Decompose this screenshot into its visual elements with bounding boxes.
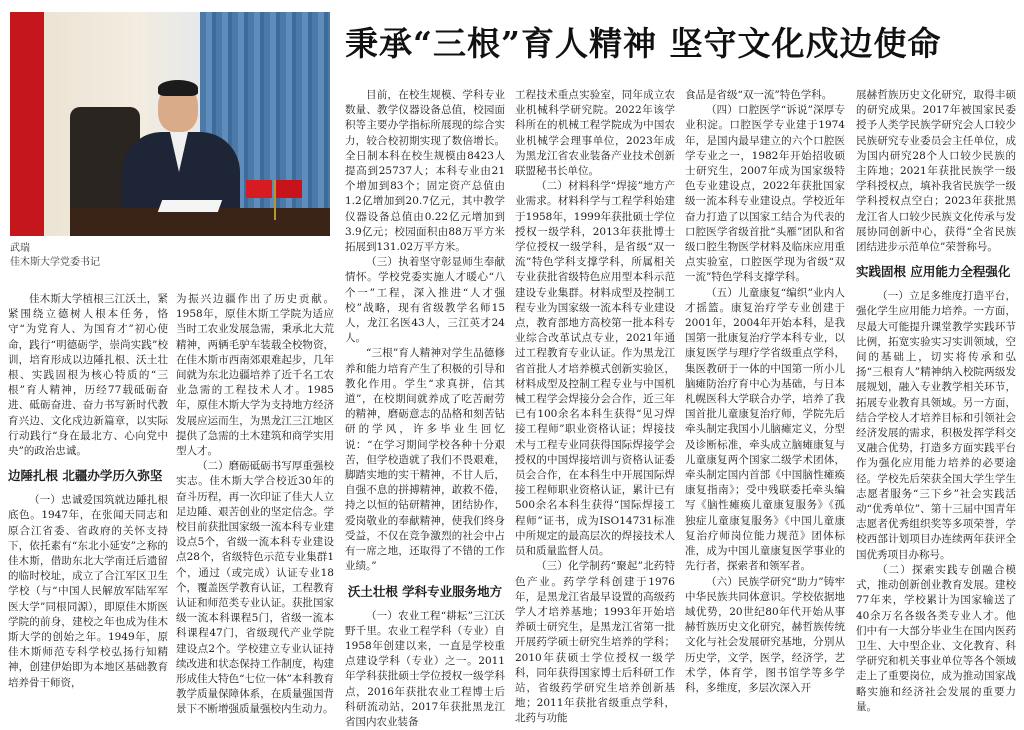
photo-national-flag (246, 180, 272, 198)
paragraph: 为振兴边疆作出了历史贡献。1958年，原佳木斯工学院为适应当时工农业发展急需，秉承北大荒精神，两辆毛驴车装载全校物资，在佳木斯市西南郊艰难起步，几年间就为东北边疆培养了近千名工农业急需的工程技术人才。1985年，原佳木斯大学为支持地方经济发展应运而生，为黑龙江三江地区提供了急需的土木建筑和商学实用型人才。 (176, 292, 334, 459)
paragraph: 目前，在校生规模、学科专业数量、教学仪器设备总值，校园面积等主要办学指标所展现的综合实力，较合校初期实现了数倍增长。全日制本科在校生规模由8423人提高到25737人；本科专业由21个增加到83个；固定资产总值由1.2亿增加到20.7亿元，其中教学仪器设备总值由0.22亿元增加到3.9亿元；校园面积由88万平方米拓展到131.02万平方米。 (345, 88, 505, 255)
section-heading: 沃土壮根 学科专业服务地方 (345, 583, 505, 601)
column-4 (515, 88, 675, 727)
column-2 (176, 292, 334, 718)
paragraph: “三根”育人精神对学生品德修养和能力培育产生了积极的引导和教化作用。学生“求真拼，信其道”，在校期间就养成了吃苦耐劳的精神，磨砺意志的品格和刻苦钻研的学风，许多毕业生回忆说：“在学习期间学校各种十分艰苦，但学校造就了我们不畏艰难，脚踏实地的实干精神，不甘人后，自强不息的拼搏精神，敢救不倦，持之以恒的钻研精神，团结协作，爱岗敬业的奉献精神，使我们终身受益，不仅在竞争激烈的社会中占有一席之地，还取得了不错的工作业绩。” (345, 346, 505, 574)
paragraph: （五）儿童康复“编织”业内人才摇篮。康复治疗学专业创建于2001年，2004年开始本科，是我国第一批康复治疗学本科专业，以康复医学与理疗学省级重点学科，集医教研于一体的中国第一所小儿脑瘫防治疗育中心为基础，与日本札幌医科大学联合办学，培养了我国首批儿童康复治疗师，学院先后牵头制定我国小儿脑瘫定义，分型及诊断标准，牵头成立脑瘫康复与儿童康复两个国家二级学术团体，牵头制定国内首部《中国脑性瘫痪康复指南》；受中残联委托牵头编写《脑性瘫痪儿童康复服务》《孤独症儿童康复服务》《中国儿童康复治疗师岗位能力规范》团体标准，成为中国儿童康复医学事业的先行者，探索者和领军者。 (685, 286, 845, 575)
photo-party-flag (276, 180, 302, 198)
column-3 (345, 88, 505, 730)
caption-role: 佳木斯大学党委书记 (10, 256, 100, 270)
caption-name: 武瑞 (10, 242, 100, 256)
paragraph: （一）忠诚爱国筑就边陲扎根底色。1947年，在张闻天同志和原合江省委、省政府的关怀支持下，依托素有“东北小延安”之称的佳木斯，借助东北大学南迁后遗留的临时校址，成立了合江军区卫生学校（与“中国人民解放军陆军军医大学”同根同源），即原佳木斯医学院的前身，建校之年也成为佳木斯大学的创始之年。1949年，原佳木斯师范专科学校弘扬行知精神，创建伊始即为本地区基础教育培养骨干师资， (8, 493, 168, 691)
photo-paper (158, 200, 222, 212)
section-heading: 实践固根 应用能力全程强化 (856, 263, 1016, 281)
paragraph: （六）民族学研究“助力”铸牢中华民族共同体意识。学校依据地域优势，20世纪80年代开始从事赫哲族历史文化研究，赫哲族传统文化与社会发展研究基地，分别从历史学，文学，医学，经济学，艺术学，体育学，图书馆学等多学科，多维度，多层次深入开 (685, 575, 845, 697)
photo-red-flag (10, 12, 44, 236)
photo-desk (70, 208, 330, 236)
paragraph: （一）农业工程“耕耘”三江沃野千里。农业工程学科（专业）自1958年创建以来，一直是学校重点建设学科（专业）之一。2011年学科获批硕士学位授权一级学科点，2016年获批农业工程博士后科研流动站，2017年获批黑龙江省国内农业装备 (345, 609, 505, 730)
column-6 (856, 88, 1016, 715)
paragraph: 佳木斯大学植根三江沃土，紧紧围绕立德树人根本任务，恪守“为党育人、为国育才”初心使命，践行“明德砺学，崇尚实践”校训，培育形成以边陲扎根、沃土壮根、实践固根为核心特质的“三根”育人精神，历经77载砥砺奋进、砥砺奋进、奋力书写新时代教育兴边、文化戍边新篇章，以实际行动践行“身在最北方、心向党中央”的政治忠诚。 (8, 292, 168, 459)
paragraph: 展赫哲族历史文化研究，取得丰硕的研究成果。2017年被国家民委授予人类学民族学研究会人口较少民族研究专业委员会主任单位，成为国内研究28个人口较少民族的主阵地；2021年获批民族学一级学科授权点，填补我省民族学一级学科授权点空白；2023年获批黑龙江省人口较少民族文化传承与发展协同创新中心，获得“全省民族团结进步示范单位”荣誉称号。 (856, 88, 1016, 255)
paragraph: （二）探索实践专创融合模式，推动创新创业教育发展。建校77年来，学校累计为国家输送了40余万名各级各类专业人才。他们中有一大部分毕业生在国内医药卫生、大中型企业、文化教育、科学研究和机关事业单位等各个领域走上了重要岗位，成为推动国家战略实施和经济社会发展的重要力量。 (856, 563, 1016, 715)
photo-caption (10, 242, 100, 270)
leader-photo (10, 12, 330, 236)
article-title: 秉承“三根”育人精神 坚守文化戍边使命 (345, 18, 1015, 65)
paragraph: 食品是省级“双一流”特色学科。 (685, 88, 845, 103)
section-heading: 边陲扎根 北疆办学历久弥坚 (8, 467, 168, 485)
paragraph: （四）口腔医学“诉说”深厚专业积淀。口腔医学专业建于1974年，是国内最早建立的六个口腔医学专业之一，1982年开始招收硕士研究生，2007年成为国家级特色专业建设点，2022年获批国家级一流本科专业建设点。学校近年奋力打造了以国家工结合为代表的口腔医学省级首批“头雁”团队和省级口腔生物医学材料及临床应用重点实验室，口腔医学现为省级“双一流”特色学科支撑学科。 (685, 103, 845, 285)
column-5 (685, 88, 845, 696)
paragraph: 工程技术重点实验室，同年成立农业机械科学研究院。2022年该学科所在的机械工程学院成为中国农业机械学会理事单位，2023年成为黑龙江省农业装备产业技术创新联盟秘书长单位。 (515, 88, 675, 179)
paragraph: （三）执着坚守彰显师生奉献情怀。学校党委实施人才暖心“八个一”工程，深入推进“人才强校”战略，现有省级教学名师15人，龙江名医43人，三江英才24人。 (345, 255, 505, 346)
paragraph: （一）立足多维度打造平台，强化学生应用能力培养。一方面，尽最大可能提升课堂教学实践环节比例，拓宽实验实习实训领域，空间的基础上，切实将传承和弘扬“三根育人”精神纳入校院两级发展规划，融入专业教学相关环节，拓展专业教育具领域。另一方面，结合学校人才培养目标和引领社会经济发展的需求，积极发挥学科交叉融合优势，打造多方面实践平台作为强化应用能力培养的必要途径。学校先后荣获全国大学生学生志愿者服务“三下乡”社会实践活动“优秀单位”、第十三届中国青年志愿者优秀组织奖等多项荣誉，学校西部计划项目办连续两年获评全国优秀项目办称号。 (856, 289, 1016, 563)
column-1 (8, 292, 168, 691)
paragraph: （三）化学制药“聚起”北药特色产业。药学学科创建于1976年，是黑龙江省最早设置的高级药学人才培养基地；1993年开始培养硕士研究生，是黑龙江省第一批开展药学硕士研究生培养的学科；2010年获硕士学位授权一级学科，同年获得国家博士后科研工作站，省级药学研究生培养创新基地；2011年获批省级重点学科，北药与功能 (515, 559, 675, 726)
paragraph: （二）材料科学“焊接”地方产业需求。材料科学与工程学科始建于1958年，1999年获批硕士学位授权一级学科，2013年获批博士学位授权一级学科，是省级“双一流”特色学科支撑学科，所属相关专业获批省级特色应用型本科示范建设专业集群。材料成型及控制工程专业为国家级一流本科专业建设点，教育部地方高校第一批本科专业综合改革试点专业，2021年通过工程教育专业认证。作为黑龙江省首批人才培养模式创新实验区，材料成型及控制工程专业与中国机械工程学会焊接分会合作，近三年已有100余名本科生获得“见习焊接工程师”职业资格认证；焊接技术与工程专业同获得国际焊接学会授权的中国焊接培训与资格认证委员会合作，在本科生中开展国际焊接工程师职业资格认证，累计已有500余名本科生获得“国际焊接工程师”证书，成为ISO14731标准中所规定的最高层次的焊接技术人员和质量监督人员。 (515, 179, 675, 559)
paragraph: （二）磨砺砥砺书写厚重强校实志。佳木斯大学合校近30年的奋斗历程，再一次印证了佳大人立足边陲、艰苦创业的坚定信念。学校目前获批国家级一流本科专业建设点5个，省级一流本科专业建设点28个，省级特色示范专业集群1个，通过（或完成）认证专业18个，覆盖医学教育认证，工程教育认证和师范类专业认证。获批国家级一流本科课程5门，省级一流本科课程47门，省级现代产业学院建设点2个。学校建立专业认证持续改进和状态保持工作制度，构建形成佳大特色“七位一体”本科教育教学质量保障体系，在质量强国背景下不断增强质量强校内生动力。 (176, 459, 334, 717)
